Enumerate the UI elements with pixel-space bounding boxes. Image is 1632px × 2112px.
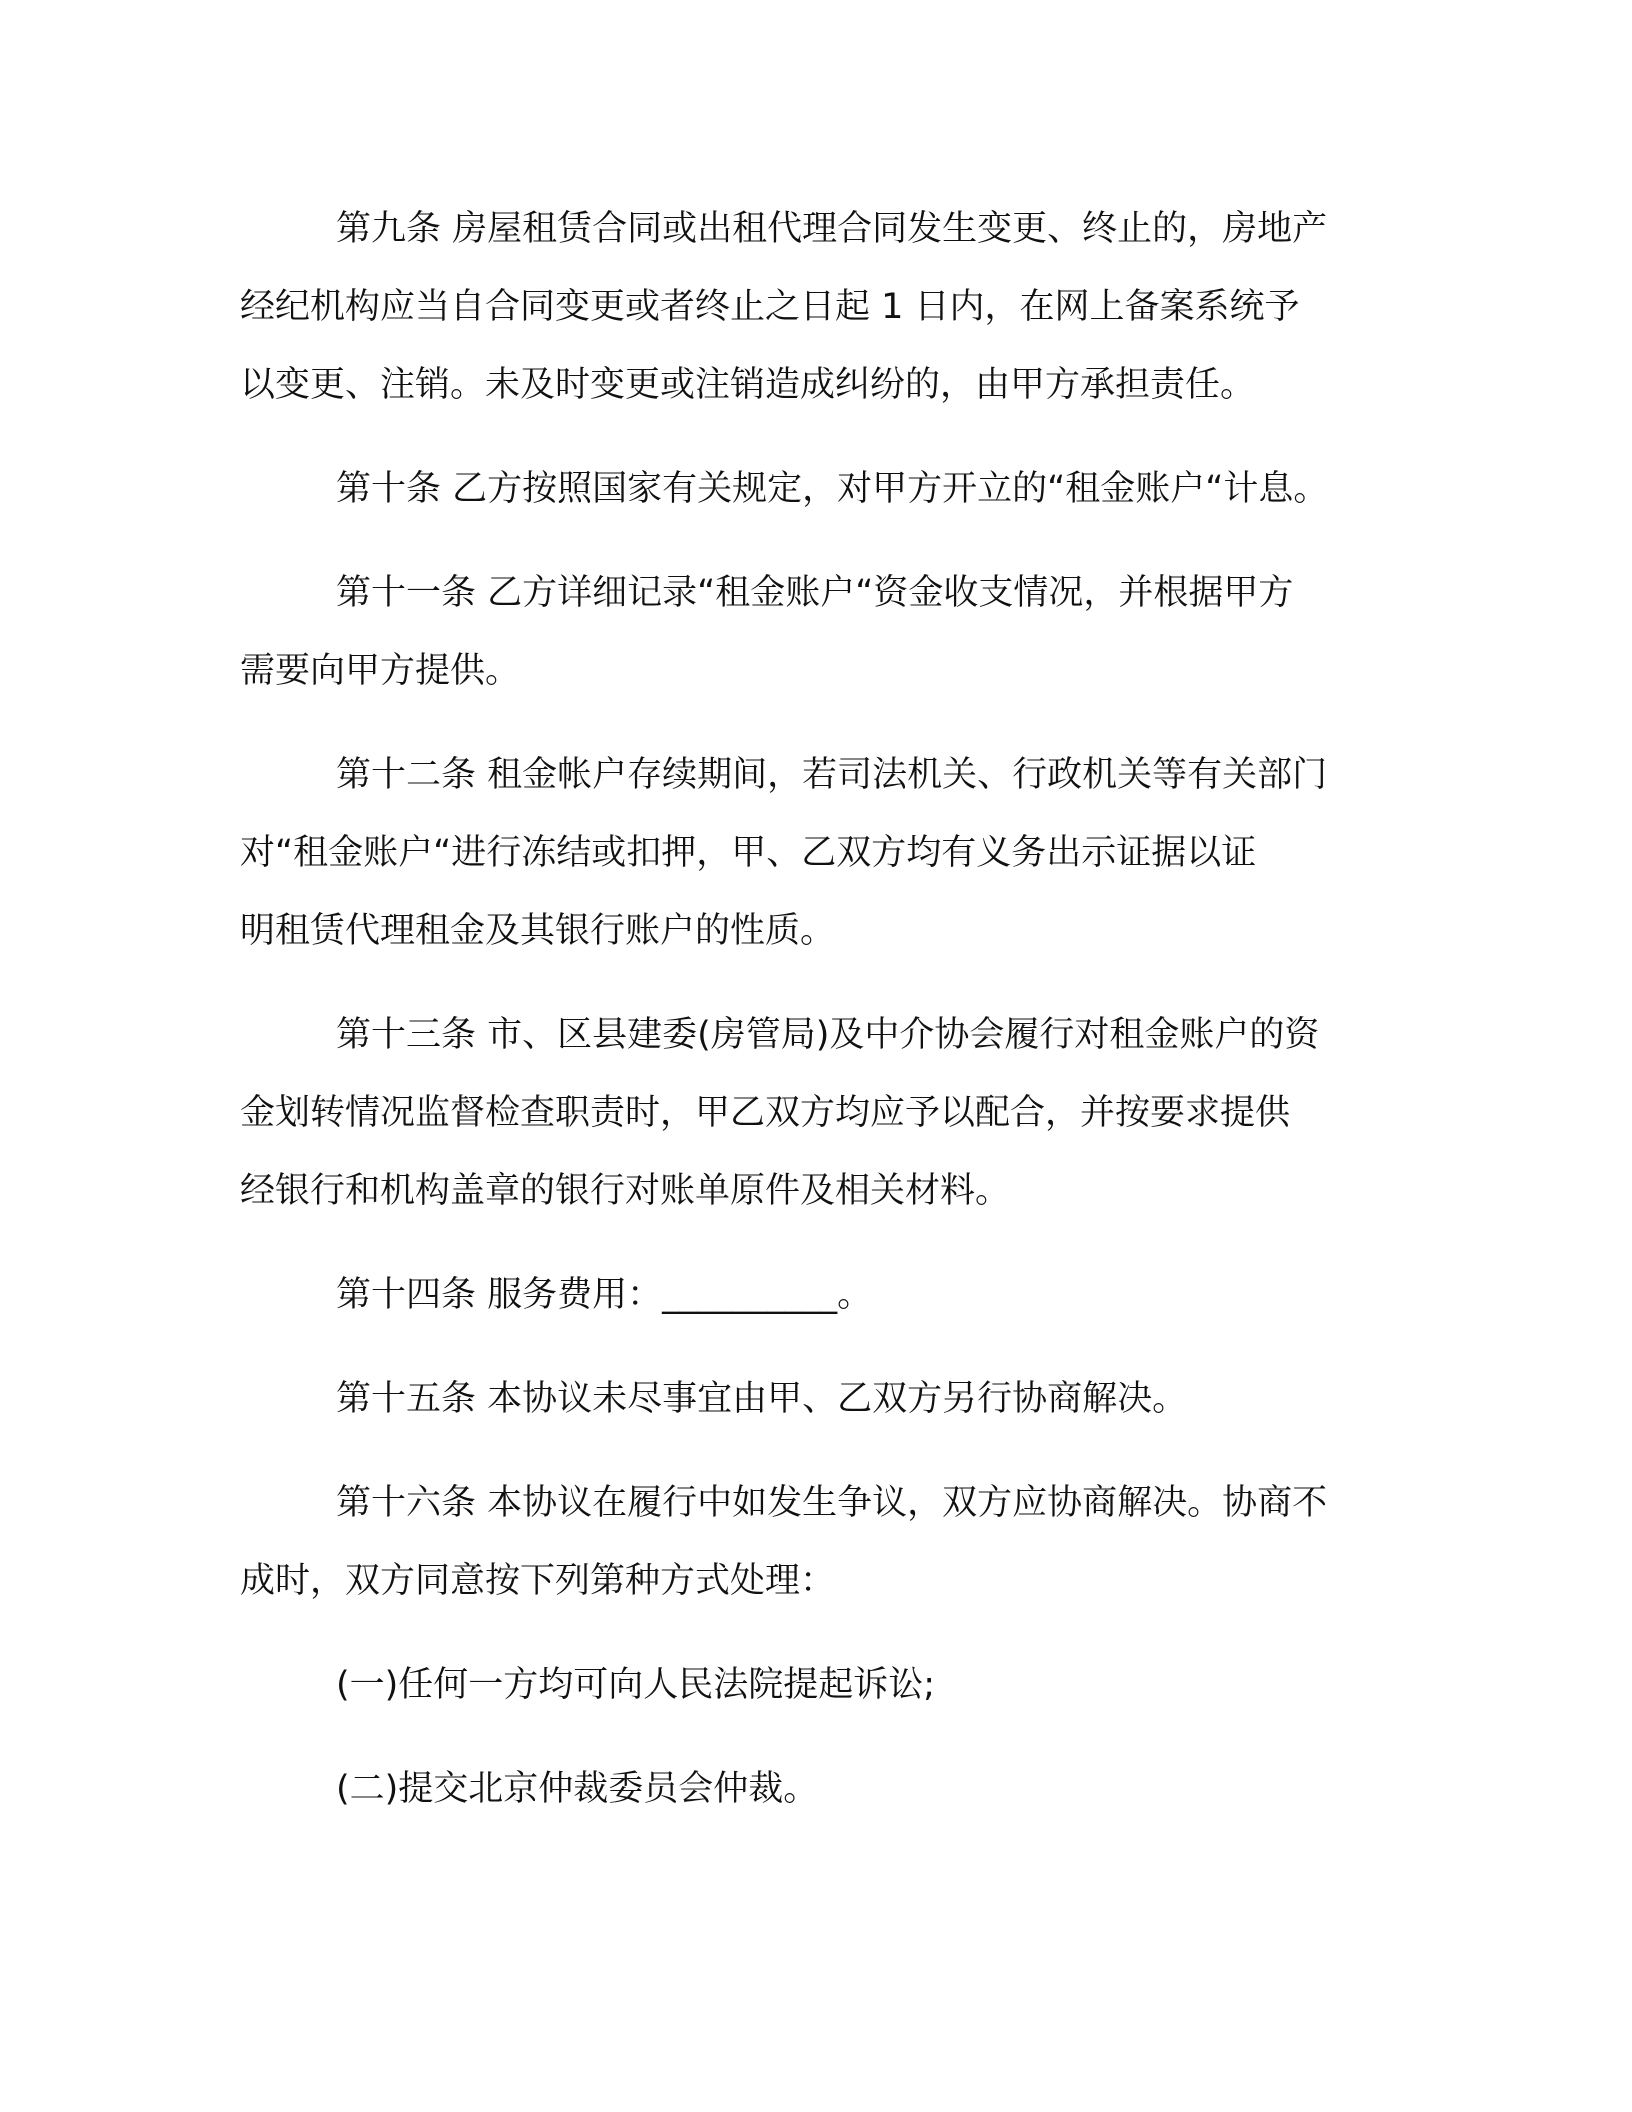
article-9-line-3: 以变更、注销。未及时变更或注销造成纠纷的，由甲方承担责任。	[240, 365, 1256, 405]
article-9	[240, 190, 1412, 424]
article-11	[240, 554, 1412, 710]
article-13	[240, 996, 1412, 1230]
article-9-line-1: 第九条 房屋租赁合同或出租代理合同发生变更、终止的，房地产	[336, 209, 1328, 249]
article-11-line-1: 第十一条 乙方详细记录“租金账户“资金收支情况，并根据甲方	[336, 573, 1294, 613]
article-15	[240, 1360, 1412, 1438]
article-13-line-2: 金划转情况监督检查职责时，甲乙双方均应予以配合，并按要求提供	[240, 1093, 1291, 1133]
article-16-line-2: 成时，双方同意按下列第种方式处理：	[240, 1561, 836, 1601]
article-12-line-1: 第十二条 租金帐户存续期间，若司法机关、行政机关等有关部门	[336, 755, 1328, 795]
paragraph-gap	[240, 970, 1412, 996]
article-10-line-1: 第十条 乙方按照国家有关规定，对甲方开立的“租金账户“计息。	[336, 469, 1329, 509]
paragraph-gap	[240, 710, 1412, 736]
article-15-line-1: 第十五条 本协议未尽事宜由甲、乙双方另行协商解决。	[336, 1379, 1188, 1419]
paragraph-gap	[240, 424, 1412, 450]
article-12-line-2: 对“租金账户“进行冻结或扣押，甲、乙双方均有义务出示证据以证	[240, 833, 1257, 873]
paragraph-gap	[240, 1724, 1412, 1750]
article-13-line-1: 第十三条 市、区县建委(房管局)及中介协会履行对租金账户的资	[336, 1015, 1320, 1055]
article-12	[240, 736, 1412, 970]
article-16-line-1: 第十六条 本协议在履行中如发生争议，双方应协商解决。协商不	[336, 1483, 1328, 1523]
article-14	[240, 1256, 1412, 1334]
article-16	[240, 1464, 1412, 1620]
article-11-line-2: 需要向甲方提供。	[240, 651, 521, 691]
paragraph-gap	[240, 1230, 1412, 1256]
paragraph-gap	[240, 1438, 1412, 1464]
paragraph-gap	[240, 1334, 1412, 1360]
option-2	[240, 1750, 1412, 1828]
article-10	[240, 450, 1412, 528]
option-1-line-1: (一)任何一方均可向人民法院提起诉讼;	[336, 1665, 936, 1705]
article-13-line-3: 经银行和机构盖章的银行对账单原件及相关材料。	[240, 1171, 1011, 1211]
paragraph-gap	[240, 1620, 1412, 1646]
article-9-line-2: 经纪机构应当自合同变更或者终止之日起 1 日内，在网上备案系统予	[240, 287, 1300, 327]
article-14-line-1: 第十四条 服务费用：__________。	[336, 1275, 873, 1315]
option-1	[240, 1646, 1412, 1724]
article-12-line-3: 明租赁代理租金及其银行账户的性质。	[240, 911, 836, 951]
document-body	[240, 190, 1412, 1828]
option-2-line-1: (二)提交北京仲裁委员会仲裁。	[336, 1769, 819, 1809]
paragraph-gap	[240, 528, 1412, 554]
